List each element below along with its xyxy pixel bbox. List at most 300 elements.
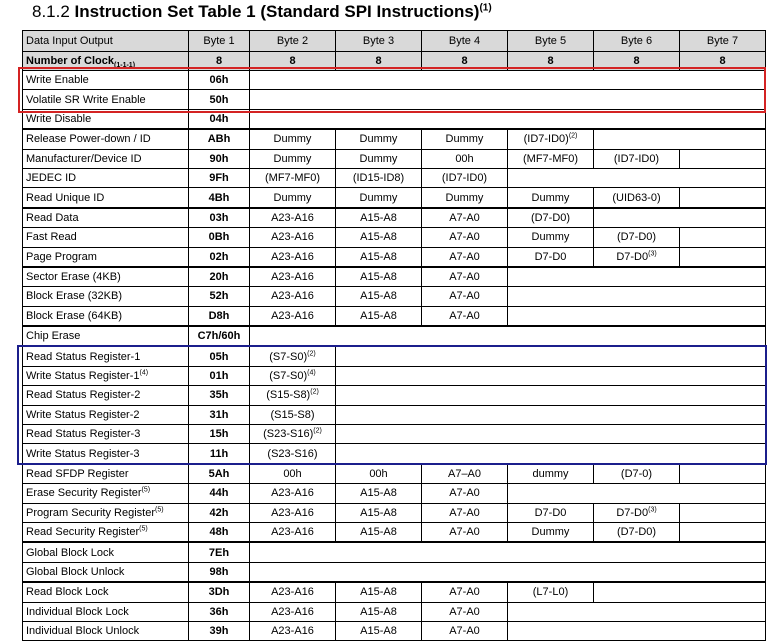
instruction-name (23, 287, 189, 306)
byte-3-cell (336, 168, 422, 187)
byte-4-value: A7-A0 (449, 487, 480, 500)
opcode-byte-1: 5Ah (189, 464, 250, 484)
byte-3-cell (336, 522, 422, 542)
table-row (23, 168, 766, 187)
clock-byte-6: 8 (594, 52, 680, 71)
byte-2-cell (250, 444, 336, 464)
empty-span-cell (250, 542, 766, 562)
opcode-byte-1: 06h (189, 71, 250, 90)
byte-2-value: A23-A16 (271, 250, 314, 263)
instruction-name (23, 346, 189, 366)
byte-4-value: A7-A0 (449, 211, 480, 224)
instruction-name (23, 503, 189, 522)
byte-6-cell (594, 503, 680, 522)
opcode-byte-1: ABh (189, 129, 250, 149)
byte-6-value: D7-D0 (616, 506, 649, 519)
header-byte-1: Byte 1 (189, 31, 250, 52)
instruction-name-text: Chip Erase (26, 330, 81, 343)
byte-2-value: A23-A16 (271, 605, 314, 618)
empty-span-cell (508, 484, 766, 503)
byte-2-value: A23-A16 (271, 526, 314, 539)
byte-3-value: A15-A8 (360, 605, 397, 618)
instruction-name-text: Erase Security Register (26, 487, 142, 500)
byte-2-value: (S15-S8) (266, 389, 311, 402)
header-byte-2: Byte 2 (250, 31, 336, 52)
instruction-name-text: Read Status Register-3 (26, 428, 141, 441)
table-row (23, 621, 766, 640)
opcode-byte-1: C7h/60h (189, 326, 250, 346)
empty-span-cell (250, 326, 766, 346)
instruction-name-footnote: (4) (139, 369, 149, 377)
byte-6-cell (594, 228, 680, 247)
byte-4-value: A7-A0 (449, 271, 480, 284)
byte-4-cell (422, 267, 508, 287)
clock-byte-5: 8 (508, 52, 594, 71)
opcode-byte-1: 36h (189, 602, 250, 621)
byte-2-footnote: (4) (307, 369, 316, 377)
byte-2-cell (250, 621, 336, 640)
table-row (23, 562, 766, 582)
empty-span-cell (594, 129, 766, 149)
table-row (23, 542, 766, 562)
instruction-name-text: Read Status Register-1 (26, 350, 141, 363)
instruction-name-footnote: (5) (141, 486, 151, 494)
table-row (23, 326, 766, 346)
empty-span-cell (508, 168, 766, 187)
empty-span-cell (336, 386, 766, 405)
byte-6-value: (D7-D0) (616, 526, 657, 539)
byte-3-value: A15-A8 (360, 250, 397, 263)
table-row (23, 228, 766, 247)
instruction-name-text: Read Status Register-2 (26, 389, 141, 402)
opcode-byte-1: 11h (189, 444, 250, 464)
byte-5-cell (508, 208, 594, 228)
byte-6-cell (594, 149, 680, 168)
instruction-name (23, 109, 189, 129)
byte-2-cell (250, 129, 336, 149)
header-byte-6: Byte 6 (594, 31, 680, 52)
table-row (23, 129, 766, 149)
byte-3-value: A15-A8 (360, 506, 397, 519)
opcode-byte-1: 02h (189, 247, 250, 267)
opcode-byte-1: 31h (189, 405, 250, 424)
header-label: Data Input Output (23, 31, 189, 52)
instruction-name (23, 366, 189, 385)
instruction-name (23, 306, 189, 326)
instruction-name (23, 444, 189, 464)
table-row (23, 484, 766, 503)
byte-4-cell (422, 247, 508, 267)
instruction-name (23, 326, 189, 346)
byte-4-cell (422, 464, 508, 484)
table-row (23, 464, 766, 484)
byte-4-cell (422, 306, 508, 326)
byte-3-value: A15-A8 (360, 271, 397, 284)
empty-span-cell (680, 522, 766, 542)
empty-span-cell (594, 208, 766, 228)
byte-3-cell (336, 247, 422, 267)
instruction-name (23, 208, 189, 228)
empty-span-cell (250, 90, 766, 109)
clock-byte-1: 8 (189, 52, 250, 71)
instruction-name-text: Read Block Lock (26, 586, 109, 599)
byte-2-cell (250, 346, 336, 366)
byte-4-value: A7-A0 (449, 231, 480, 244)
instruction-name-text: Read SFDP Register (26, 468, 129, 480)
byte-4-cell (422, 188, 508, 208)
byte-3-value: A15-A8 (360, 586, 397, 599)
byte-3-value: Dummy (359, 191, 398, 204)
byte-3-cell (336, 287, 422, 306)
byte-4-cell (422, 621, 508, 640)
clock-byte-4: 8 (422, 52, 508, 71)
byte-2-value: (S23-S16) (267, 447, 318, 460)
byte-6-cell (594, 188, 680, 208)
byte-5-value: Dummy (531, 191, 570, 204)
byte-6-value: D7-D0 (616, 250, 649, 263)
clock-byte-3: 8 (336, 52, 422, 71)
byte-4-value: A7-A0 (449, 605, 480, 618)
byte-3-cell (336, 503, 422, 522)
table-row (23, 366, 766, 385)
byte-2-footnote: (2) (310, 388, 319, 396)
empty-span-cell (508, 306, 766, 326)
byte-3-cell (336, 484, 422, 503)
instruction-name (23, 582, 189, 602)
byte-2-value: A23-A16 (271, 271, 314, 284)
byte-6-value: (D7-D0) (616, 231, 657, 244)
opcode-byte-1: D8h (189, 306, 250, 326)
empty-span-cell (336, 405, 766, 424)
byte-4-cell (422, 228, 508, 247)
empty-span-cell (508, 267, 766, 287)
byte-5-cell (508, 464, 594, 484)
instruction-name (23, 149, 189, 168)
table-row (23, 71, 766, 90)
byte-5-value: (D7-D0) (530, 211, 571, 224)
byte-3-value: A15-A8 (360, 231, 397, 244)
byte-4-cell (422, 149, 508, 168)
byte-2-cell (250, 425, 336, 444)
opcode-byte-1: 98h (189, 562, 250, 582)
empty-span-cell (250, 109, 766, 129)
byte-3-cell (336, 621, 422, 640)
byte-4-cell (422, 484, 508, 503)
byte-3-cell (336, 306, 422, 326)
table-row (23, 109, 766, 129)
byte-4-cell (422, 168, 508, 187)
clock-label-cell (23, 52, 189, 71)
instruction-name-text: Release Power-down / ID (26, 133, 151, 146)
byte-6-value: (D7-0) (620, 468, 653, 480)
byte-2-value: Dummy (273, 191, 312, 204)
table-row (23, 602, 766, 621)
opcode-byte-1: 50h (189, 90, 250, 109)
byte-2-cell (250, 306, 336, 326)
byte-2-footnote: (2) (313, 427, 322, 435)
byte-2-value: (S7-S0) (269, 370, 308, 383)
section-title-text: Instruction Set Table 1 (Standard SPI Instructions) (74, 2, 480, 21)
byte-2-cell (250, 464, 336, 484)
empty-span-cell (336, 425, 766, 444)
section-number: 8.1.2 (32, 2, 70, 21)
byte-2-cell (250, 247, 336, 267)
byte-4-value: Dummy (445, 191, 484, 204)
byte-2-footnote: (2) (307, 350, 316, 357)
opcode-byte-1: 15h (189, 425, 250, 444)
table-row (23, 247, 766, 267)
byte-2-cell (250, 267, 336, 287)
empty-span-cell (680, 464, 766, 484)
table-row (23, 405, 766, 424)
instruction-name (23, 71, 189, 90)
section-title (32, 2, 492, 22)
opcode-byte-1: 48h (189, 522, 250, 542)
byte-2-value: Dummy (273, 152, 312, 165)
clock-label: Number of Clock (26, 55, 115, 67)
empty-span-cell (336, 444, 766, 464)
byte-5-cell (508, 247, 594, 267)
byte-6-cell (594, 247, 680, 267)
byte-2-value: (S15-S8) (270, 408, 315, 421)
instruction-name-text: Program Security Register (26, 506, 155, 519)
byte-2-value: A23-A16 (271, 625, 314, 638)
instruction-name (23, 386, 189, 405)
instruction-name-text: Sector Erase (4KB) (26, 271, 121, 284)
byte-4-value: A7-A0 (449, 309, 480, 322)
byte-4-cell (422, 287, 508, 306)
instruction-name-text: Fast Read (26, 231, 77, 244)
byte-3-cell (336, 602, 422, 621)
byte-2-value: A23-A16 (271, 290, 314, 303)
byte-2-value: (S23-S16) (263, 428, 314, 441)
empty-span-cell (680, 228, 766, 247)
byte-4-cell (422, 129, 508, 149)
byte-4-value: A7-A0 (449, 290, 480, 303)
opcode-byte-1: 42h (189, 503, 250, 522)
byte-2-value: Dummy (273, 133, 312, 146)
opcode-byte-1: 52h (189, 287, 250, 306)
empty-span-cell (680, 188, 766, 208)
byte-2-cell (250, 386, 336, 405)
byte-6-footnote: (3) (648, 250, 657, 258)
byte-3-cell (336, 582, 422, 602)
byte-5-value: (MF7-MF0) (523, 152, 578, 165)
byte-2-value: (MF7-MF0) (265, 172, 320, 185)
byte-2-value: A23-A16 (271, 231, 314, 244)
instruction-name (23, 228, 189, 247)
opcode-byte-1: 0Bh (189, 228, 250, 247)
table-row (23, 306, 766, 326)
instruction-name (23, 464, 189, 484)
byte-3-cell (336, 228, 422, 247)
clock-label-sub: (1-1-1) (114, 62, 136, 70)
byte-2-value: A23-A16 (271, 487, 314, 500)
opcode-byte-1: 44h (189, 484, 250, 503)
instruction-name (23, 90, 189, 109)
byte-5-value: (ID7-ID0) (523, 133, 569, 146)
byte-5-footnote: (2) (568, 132, 578, 140)
byte-4-value: A7-A0 (449, 506, 480, 519)
byte-6-value: (UID63-0) (612, 191, 661, 204)
instruction-name (23, 405, 189, 424)
byte-6-footnote: (3) (648, 506, 657, 514)
byte-2-cell (250, 168, 336, 187)
byte-4-value: 00h (455, 152, 474, 165)
byte-2-cell (250, 582, 336, 602)
instruction-name-text: Write Disable (26, 112, 92, 125)
opcode-byte-1: 01h (189, 366, 250, 385)
instruction-set-table (22, 30, 766, 641)
byte-4-value: A7-A0 (449, 526, 480, 539)
instruction-name-footnote: (5) (155, 506, 164, 514)
instruction-name (23, 562, 189, 582)
byte-2-cell (250, 188, 336, 208)
instruction-name-text: Read Unique ID (26, 191, 105, 204)
byte-2-cell (250, 405, 336, 424)
byte-2-value: A23-A16 (271, 211, 314, 224)
clock-byte-7: 8 (680, 52, 766, 71)
opcode-byte-1: 35h (189, 386, 250, 405)
byte-3-value: 00h (369, 468, 388, 480)
byte-4-value: Dummy (445, 133, 484, 146)
byte-2-cell (250, 366, 336, 385)
empty-span-cell (508, 287, 766, 306)
byte-4-cell (422, 522, 508, 542)
header-byte-3: Byte 3 (336, 31, 422, 52)
title-footnote: (1) (479, 2, 492, 14)
byte-5-cell (508, 149, 594, 168)
header-byte-5: Byte 5 (508, 31, 594, 52)
byte-5-value: Dummy (531, 526, 570, 539)
opcode-byte-1: 4Bh (189, 188, 250, 208)
header-row (23, 31, 766, 52)
instruction-name-text: Individual Block Lock (26, 605, 129, 618)
byte-3-cell (336, 188, 422, 208)
byte-2-value: (S7-S0) (269, 350, 308, 363)
byte-4-cell (422, 602, 508, 621)
byte-3-cell (336, 208, 422, 228)
opcode-byte-1: 20h (189, 267, 250, 287)
byte-3-value: A15-A8 (360, 290, 397, 303)
header-byte-7: Byte 7 (680, 31, 766, 52)
byte-5-cell (508, 188, 594, 208)
empty-span-cell (336, 346, 766, 366)
byte-5-value: D7-D0 (534, 506, 567, 519)
opcode-byte-1: 03h (189, 208, 250, 228)
instruction-name (23, 247, 189, 267)
byte-3-cell (336, 129, 422, 149)
byte-3-value: A15-A8 (360, 211, 397, 224)
table-row (23, 346, 766, 366)
byte-2-value: A23-A16 (271, 506, 314, 519)
byte-6-value: (ID7-ID0) (613, 152, 660, 165)
byte-2-cell (250, 208, 336, 228)
byte-5-value: (L7-L0) (532, 586, 569, 599)
byte-3-value: A15-A8 (360, 309, 397, 322)
byte-2-value: 00h (283, 468, 302, 480)
empty-span-cell (336, 366, 766, 385)
byte-6-cell (594, 464, 680, 484)
byte-2-cell (250, 484, 336, 503)
instruction-name (23, 522, 189, 542)
instruction-name (23, 602, 189, 621)
instruction-name-text: Write Enable (26, 74, 89, 87)
instruction-name (23, 188, 189, 208)
empty-span-cell (680, 247, 766, 267)
byte-4-cell (422, 503, 508, 522)
instruction-name-text: Volatile SR Write Enable (26, 93, 146, 106)
table-row (23, 425, 766, 444)
table-row (23, 267, 766, 287)
byte-2-value: A23-A16 (271, 586, 314, 599)
byte-2-cell (250, 522, 336, 542)
byte-2-cell (250, 602, 336, 621)
table-row (23, 582, 766, 602)
opcode-byte-1: 7Eh (189, 542, 250, 562)
instruction-name (23, 484, 189, 503)
instruction-name-text: Read Security Register (26, 526, 140, 539)
clock-row (23, 52, 766, 71)
instruction-name-text: Write Status Register-1 (26, 370, 140, 383)
instruction-name-text: Page Program (26, 250, 97, 263)
byte-4-value: A7-A0 (449, 250, 480, 263)
byte-3-value: A15-A8 (360, 625, 397, 638)
byte-3-value: A15-A8 (360, 526, 397, 539)
instruction-name (23, 542, 189, 562)
byte-3-value: (ID15-ID8) (352, 172, 405, 185)
opcode-byte-1: 3Dh (189, 582, 250, 602)
table-row (23, 188, 766, 208)
byte-3-value: Dummy (359, 152, 398, 165)
instruction-name-text: JEDEC ID (26, 172, 77, 185)
byte-5-cell (508, 582, 594, 602)
instruction-name (23, 129, 189, 149)
byte-5-value: dummy (532, 468, 569, 480)
instruction-name-footnote: (5) (139, 525, 148, 533)
opcode-byte-1: 05h (189, 346, 250, 366)
byte-5-cell (508, 503, 594, 522)
byte-2-value: A23-A16 (271, 309, 314, 322)
table-row (23, 287, 766, 306)
table-row (23, 149, 766, 168)
opcode-byte-1: 90h (189, 149, 250, 168)
instruction-name-text: Write Status Register-3 (26, 447, 140, 460)
byte-5-cell (508, 228, 594, 247)
opcode-byte-1: 39h (189, 621, 250, 640)
instruction-name (23, 425, 189, 444)
empty-span-cell (680, 503, 766, 522)
empty-span-cell (250, 562, 766, 582)
byte-3-value: Dummy (359, 133, 398, 146)
byte-3-cell (336, 464, 422, 484)
instruction-name (23, 168, 189, 187)
byte-2-cell (250, 228, 336, 247)
byte-4-cell (422, 582, 508, 602)
byte-4-value: (ID7-ID0) (441, 172, 488, 185)
byte-4-cell (422, 208, 508, 228)
table-row (23, 522, 766, 542)
empty-span-cell (680, 149, 766, 168)
byte-5-value: Dummy (531, 231, 570, 244)
byte-5-value: D7-D0 (534, 250, 567, 263)
instruction-name-text: Individual Block Unlock (26, 625, 140, 638)
byte-2-cell (250, 149, 336, 168)
byte-3-value: A15-A8 (360, 487, 397, 500)
instruction-name-text: Global Block Unlock (26, 565, 125, 578)
instruction-name (23, 267, 189, 287)
table-row (23, 444, 766, 464)
